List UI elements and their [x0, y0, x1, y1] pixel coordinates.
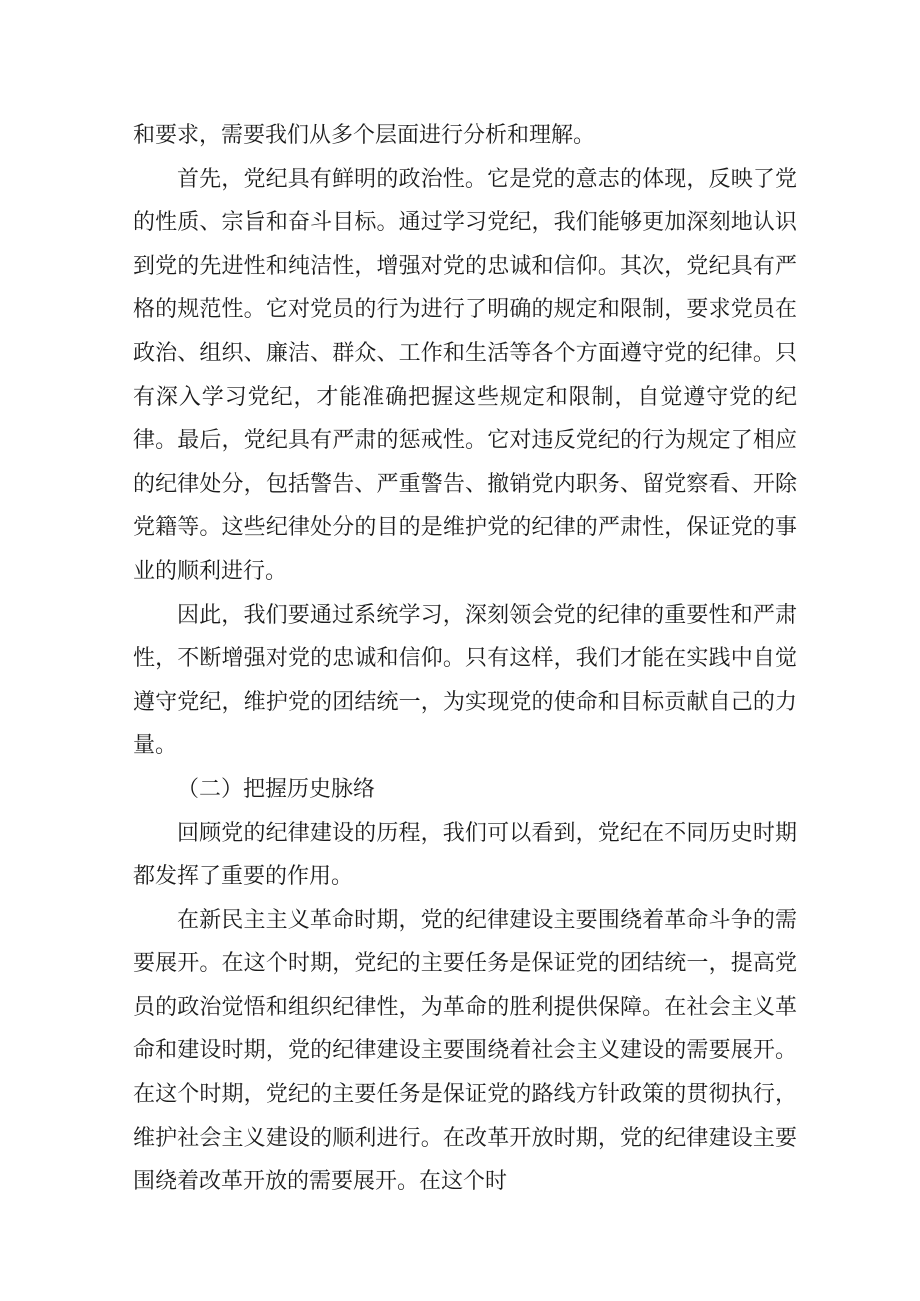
paragraph-history-periods: 在新民主主义革命时期，党的纪律建设主要围绕着革命斗争的需要展开。在这个时期，党纪的主要任务是保证党的团结统一，提高党员的政治觉悟和组织纪律性，为革命的胜利提供保障。在社会主义革命和建设时期，党的纪律建设主要围绕着社会主义建设的需要展开。在这个时期，党纪的主要任务是保证党的路线方针政策的贯彻执行，维护社会主义建设的顺利进行。在改革开放时期，党的纪律建设主要围绕着改革开放的需要展开。在这个时	[133, 907, 797, 1195]
paragraph-conclusion: 因此，我们要通过系统学习，深刻领会党的纪律的重要性和严肃性，不断增强对党的忠诚和信仰。只有这样，我们才能在实践中自觉遵守党纪，维护党的团结统一，为实现党的使命和目标贡献自己的力量。	[133, 602, 797, 759]
paragraph-history-intro: 回顾党的纪律建设的历程，我们可以看到，党纪在不同历史时期都发挥了重要的作用。	[133, 820, 797, 890]
document-body	[133, 114, 797, 1204]
paragraph-political-nature: 首先，党纪具有鲜明的政治性。它是党的意志的体现，反映了党的性质、宗旨和奋斗目标。通过学习党纪，我们能够更加深刻地认识到党的先进性和纯洁性，增强对党的忠诚和信仰。其次，党纪具有严格的规范性。它对党员的行为进行了明确的规定和限制，要求党员在政治、组织、廉洁、群众、工作和生活等各个方面遵守党的纪律。只有深入学习党纪，才能准确把握这些规定和限制，自觉遵守党的纪律。最后，党纪具有严肃的惩戒性。它对违反党纪的行为规定了相应的纪律处分，包括警告、严重警告、撤销党内职务、留党察看、开除党籍等。这些纪律处分的目的是维护党的纪律的严肃性，保证党的事业的顺利进行。	[133, 166, 797, 584]
section-heading: （二）把握历史脉络	[177, 776, 376, 802]
paragraph-continuation: 和要求，需要我们从多个层面进行分析和理解。	[133, 123, 596, 148]
